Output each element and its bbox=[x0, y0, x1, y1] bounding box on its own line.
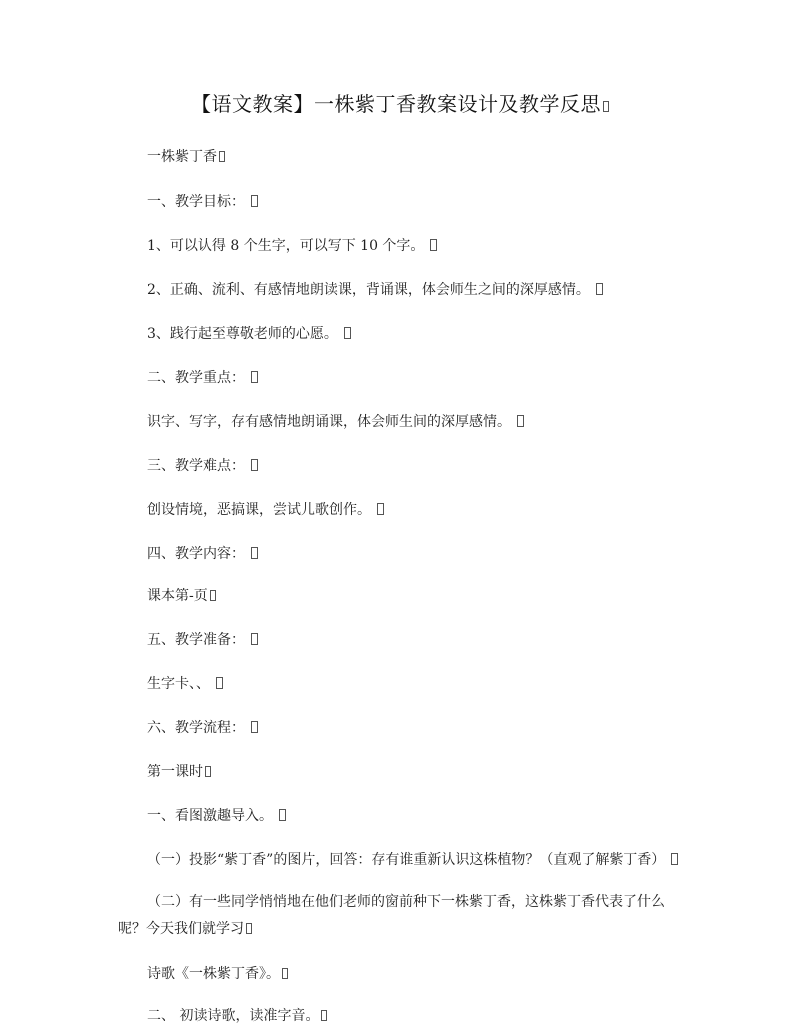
placeholder-glyph-icon bbox=[344, 327, 351, 339]
paragraph bbox=[147, 849, 678, 869]
section-heading bbox=[147, 629, 258, 649]
paragraph-text: 诗歌《一株紫丁香》。 bbox=[147, 966, 280, 982]
placeholder-glyph-icon bbox=[596, 283, 603, 295]
section-heading bbox=[147, 805, 286, 825]
paragraph-text: 一株紫丁香 bbox=[147, 149, 217, 165]
placeholder-glyph-icon bbox=[251, 195, 258, 207]
paragraph bbox=[147, 963, 288, 983]
placeholder-glyph-icon bbox=[251, 459, 258, 471]
placeholder-glyph-icon bbox=[216, 677, 223, 689]
paragraph-text: 呢？今天我们就学习 bbox=[118, 921, 244, 937]
paragraph-text: 2、正确、流利、有感情地朗读课，背诵课，体会师生之间的深厚感情。 bbox=[147, 282, 590, 298]
placeholder-glyph-icon bbox=[430, 239, 437, 251]
paragraph-text: 一、教学目标： bbox=[147, 194, 245, 210]
paragraph-text: 二、 初读诗歌，读准字音。 bbox=[147, 1008, 320, 1024]
placeholder-glyph-icon bbox=[205, 766, 211, 777]
paragraph-text: 识字、写字，存有感情地朗诵课，体会师生间的深厚感情。 bbox=[147, 414, 511, 430]
paragraph-text: （二）有一些同学悄悄地在他们老师的窗前种下一株紫丁香，这株紫丁香代表了什么 bbox=[147, 894, 665, 910]
paragraph bbox=[147, 585, 216, 605]
paragraph-text: 3、践行起至尊敬老师的心愿。 bbox=[147, 326, 338, 342]
placeholder-glyph-icon bbox=[321, 1010, 327, 1021]
paragraph-text: 一、看图激趣导入。 bbox=[147, 808, 273, 824]
paragraph-text: 四、教学内容： bbox=[147, 546, 245, 562]
paragraph bbox=[147, 411, 524, 431]
section-heading bbox=[147, 543, 258, 563]
paragraph-text: 六、教学流程： bbox=[147, 720, 245, 736]
placeholder-glyph-icon bbox=[210, 590, 216, 601]
paragraph-text: 三、教学难点： bbox=[147, 458, 245, 474]
paragraph bbox=[147, 761, 211, 781]
paragraph bbox=[147, 235, 437, 255]
placeholder-glyph-icon bbox=[251, 547, 258, 559]
paragraph-text: 创设情境，恶搞课，尝试儿歌创作。 bbox=[147, 502, 371, 518]
section-heading bbox=[147, 191, 258, 211]
paragraph-text: （一）投影“紫丁香”的图片，回答：存有谁重新认识这株植物？（直观了解紫丁香） bbox=[147, 852, 666, 868]
paragraph-text: 1、可以认得 8 个生字，可以写下 10 个字。 bbox=[147, 238, 425, 254]
placeholder-glyph-icon bbox=[603, 101, 609, 112]
placeholder-glyph-icon bbox=[219, 151, 225, 162]
placeholder-glyph-icon bbox=[246, 923, 252, 934]
placeholder-glyph-icon bbox=[282, 968, 288, 979]
section-heading bbox=[147, 1005, 327, 1025]
paragraph-text: 第一课时 bbox=[147, 764, 203, 780]
placeholder-glyph-icon bbox=[671, 853, 678, 865]
paragraph bbox=[147, 279, 603, 299]
paragraph bbox=[147, 891, 665, 911]
paragraph-text: 二、教学重点： bbox=[147, 370, 245, 386]
paragraph-text: 五、教学准备： bbox=[147, 632, 245, 648]
paragraph-continuation bbox=[118, 918, 252, 938]
document-title bbox=[0, 88, 800, 117]
placeholder-glyph-icon bbox=[251, 721, 258, 733]
placeholder-glyph-icon bbox=[251, 371, 258, 383]
paragraph bbox=[147, 323, 351, 343]
paragraph bbox=[147, 673, 223, 693]
placeholder-glyph-icon bbox=[377, 503, 384, 515]
document-title-text: 【语文教案】一株紫丁香教案设计及教学反思 bbox=[191, 92, 601, 116]
section-heading bbox=[147, 455, 258, 475]
section-heading bbox=[147, 367, 258, 387]
paragraph bbox=[147, 499, 384, 519]
paragraph-text: 课本第-页 bbox=[147, 588, 208, 604]
placeholder-glyph-icon bbox=[279, 809, 286, 821]
placeholder-glyph-icon bbox=[517, 415, 524, 427]
paragraph-text: 生字卡、、 bbox=[147, 676, 210, 692]
placeholder-glyph-icon bbox=[251, 633, 258, 645]
section-heading bbox=[147, 717, 258, 737]
paragraph bbox=[147, 146, 225, 166]
